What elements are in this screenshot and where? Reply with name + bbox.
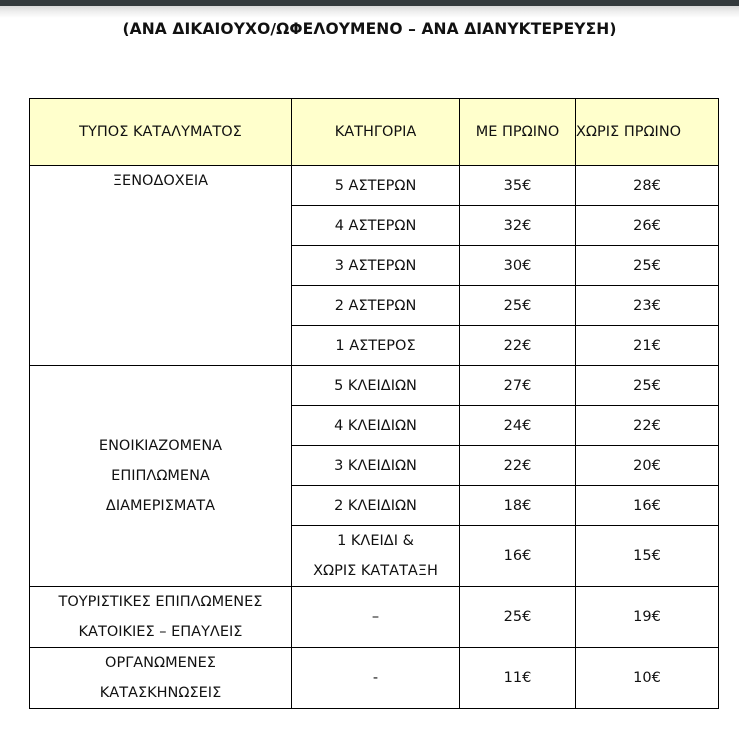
column-header-accommodation-type: ΤΥΠΟΣ ΚΑΤΑΛΥΜΑΤΟΣ [30,99,292,166]
category-cell: 4 ΑΣΤΕΡΩΝ [292,206,460,246]
price-without-breakfast: 25€ [576,246,719,286]
column-header-category: ΚΑΤΗΓΟΡΙΑ [292,99,460,166]
price-with-breakfast: 27€ [460,366,576,406]
price-with-breakfast: 24€ [460,406,576,446]
category-cell: – [292,587,460,648]
group-label-line2: ΕΠΙΠΛΩΜΕΝΑ [111,468,210,484]
category-cell: 5 ΚΛΕΙΔΙΩΝ [292,366,460,406]
category-cell: 3 ΚΛΕΙΔΙΩΝ [292,446,460,486]
price-without-breakfast: 16€ [576,486,719,526]
row-label-line1: ΟΡΓΑΝΩΜΕΝΕΣ [105,655,216,671]
column-header-without-breakfast-line1: ΧΩΡΙΣ [576,124,620,140]
accommodation-rates-table [29,98,719,709]
price-with-breakfast: 30€ [460,246,576,286]
category-cell: 4 ΚΛΕΙΔΙΩΝ [292,406,460,446]
category-cell: 1 ΑΣΤΕΡΟΣ [292,326,460,366]
category-cell-line2: ΧΩΡΙΣ ΚΑΤΑΤΑΞΗ [313,563,438,579]
row-label-tourist-residences [30,587,292,648]
category-cell: 2 ΚΛΕΙΔΙΩΝ [292,486,460,526]
price-with-breakfast: 32€ [460,206,576,246]
column-header-without-breakfast-line2: ΠΡΩΙΝΟ [623,124,682,140]
table-row [30,648,719,709]
row-label-line2: ΚΑΤΑΣΚΗΝΩΣΕΙΣ [99,685,222,701]
row-label-organized-campsites [30,648,292,709]
price-without-breakfast: 15€ [576,526,719,587]
column-header-with-breakfast-line2: ΠΡΩΙΝΟ [502,124,560,140]
table-header [30,99,719,166]
price-without-breakfast: 26€ [576,206,719,246]
group-label-line1: ΕΝΟΙΚΙΑΖΟΜΕΝΑ [98,438,223,454]
price-with-breakfast: 25€ [460,286,576,326]
price-with-breakfast: 18€ [460,486,576,526]
price-without-breakfast: 20€ [576,446,719,486]
page-top-shadow [0,6,739,18]
price-without-breakfast: 28€ [576,166,719,206]
table-header-row [30,99,719,166]
price-with-breakfast: 22€ [460,326,576,366]
table-row [30,366,719,406]
category-cell: 2 ΑΣΤΕΡΩΝ [292,286,460,326]
price-without-breakfast: 19€ [576,587,719,648]
column-header-with-breakfast [460,99,576,166]
price-without-breakfast: 21€ [576,326,719,366]
price-without-breakfast: 22€ [576,406,719,446]
category-cell: - [292,648,460,709]
page-title: (ΑΝΑ ΔΙΚΑΙΟΥΧΟ/ΩΦΕΛΟΥΜΕΝΟ – ΑΝΑ ΔΙΑΝΥΚΤΕΡΕΥΣΗ) [122,20,617,38]
price-with-breakfast: 11€ [460,648,576,709]
column-header-with-breakfast-line1: ΜΕ [475,124,498,140]
group-label-hotels: ΞΕΝΟΔΟΧΕΙΑ [30,166,292,366]
column-header-without-breakfast [576,99,719,166]
category-cell [292,526,460,587]
group-label-line3: ΔΙΑΜΕΡΙΣΜΑΤΑ [105,498,216,514]
category-cell: 5 ΑΣΤΕΡΩΝ [292,166,460,206]
group-label-rented-apartments [30,366,292,587]
price-without-breakfast: 23€ [576,286,719,326]
price-without-breakfast: 25€ [576,366,719,406]
category-cell: 3 ΑΣΤΕΡΩΝ [292,246,460,286]
table-row [30,587,719,648]
price-with-breakfast: 35€ [460,166,576,206]
table-body [30,166,719,709]
price-without-breakfast: 10€ [576,648,719,709]
price-with-breakfast: 25€ [460,587,576,648]
table-row [30,166,719,206]
category-cell-line1: 1 ΚΛΕΙΔΙ & [337,533,414,549]
price-with-breakfast: 16€ [460,526,576,587]
price-with-breakfast: 22€ [460,446,576,486]
row-label-line2: ΚΑΤΟΙΚΙΕΣ – ΕΠΑΥΛΕΙΣ [78,624,243,640]
row-label-line1: ΤΟΥΡΙΣΤΙΚΕΣ ΕΠΙΠΛΩΜΕΝΕΣ [58,594,263,610]
